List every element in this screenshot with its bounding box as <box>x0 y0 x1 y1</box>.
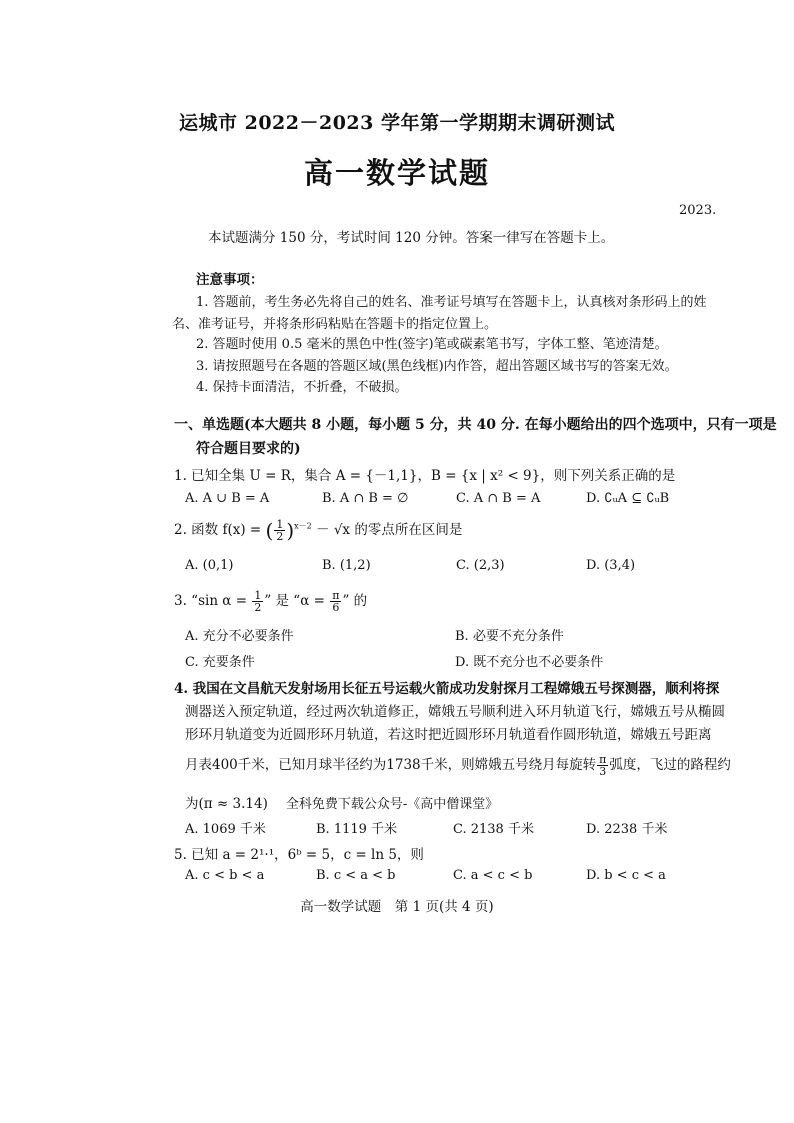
q3-option-a: A. 充分不必要条件 <box>185 629 294 644</box>
q2-suffix: － √x 的零点所在区间是 <box>311 522 463 538</box>
q3-option-d: D. 既不充分也不必要条件 <box>455 655 604 670</box>
q5-option-b: B. c < a < b <box>316 868 396 883</box>
notice-item-4: 4. 保持卡面清洁，不折叠，不破损。 <box>196 380 408 395</box>
q4-fraction <box>597 754 608 777</box>
notice-item-1-cont: 名、准考证号，并将条形码粘贴在答题卡的指定位置上。 <box>172 317 498 332</box>
question-4-line-5 <box>185 792 498 812</box>
notice-item-2: 2. 答题时使用 0.5 毫米的黑色中性(签字)笔或碳素笔书写，字体工整、笔迹清楚。 <box>196 337 668 352</box>
q4-frac-num: π <box>599 753 607 766</box>
q3-frac1-den: 2 <box>254 601 262 614</box>
q4-option-d: D. 2238 千米 <box>586 822 668 837</box>
subject-title: 高一数学试题 <box>303 156 490 190</box>
q4-option-a: A. 1069 千米 <box>185 822 266 837</box>
q4-frac-den: 3 <box>599 765 607 778</box>
question-4-line-3: 形环月轨道变为近圆形环月轨道，若这时把近圆形环月轨道看作圆形轨道，嫦娥五号距离 <box>185 727 712 743</box>
question-5-stem: 5. 已知 a = 2¹·¹，6ᵇ = 5，c = ln 5，则 <box>174 847 424 863</box>
notice-item-1: 1. 答题前，考生务必先将自己的姓名、准考证号填写在答题卡上，认真核对条形码上的姓 <box>196 295 707 310</box>
question-1-stem: 1. 已知全集 U = R，集合 A = {－1,1}，B = {x | x² < 9}，则下列关系正确的是 <box>174 468 676 484</box>
notice-item-3: 3. 请按照题号在各题的答题区域(黑色线框)内作答，超出答题区域书写的答案无效。 <box>196 359 678 374</box>
section-heading: 一、单选题(本大题共 8 小题，每小题 5 分，共 40 分. 在每小题给出的四个选项中，只有一项是 <box>174 417 777 433</box>
q5-option-a: A. c < b < a <box>185 868 265 883</box>
q4-line4b: 弧度，飞过的路程约 <box>609 757 731 773</box>
q2-option-b: B. (1,2) <box>322 558 371 573</box>
exam-title: 运城市 2022－2023 学年第一学期期末调研测试 <box>179 112 615 134</box>
q3-frac2-den: 6 <box>332 601 340 614</box>
q2-option-d: D. (3,4) <box>586 558 636 573</box>
q2-option-a: A. (0,1) <box>185 558 234 573</box>
q3-part3: ” 的 <box>342 593 368 609</box>
q2-exponent: x－2 <box>294 521 312 531</box>
q4-option-b: B. 1119 千米 <box>316 822 398 837</box>
q4-line5: 为(π ≈ 3.14) <box>185 796 268 812</box>
question-4-line-1: 4. 我国在文昌航天发射场用长征五号运载火箭成功发射探月工程嫦娥五号探测器，顺利将探 <box>174 681 720 697</box>
q3-fraction-2 <box>330 590 341 613</box>
section-heading-cont: 符合题目要求的) <box>196 441 301 457</box>
q4-line4a: 月表400千米，已知月球半径约为1738千米，则嫦娥五号绕月每旋转 <box>185 757 597 773</box>
q3-fraction-1 <box>252 590 263 613</box>
q2-prefix: 2. 函数 f(x) = <box>174 522 266 538</box>
page-footer: 高一数学试题 第 1 页(共 4 页) <box>300 899 494 915</box>
q1-option-d: D. ∁ᵤA ⊆ ∁ᵤB <box>586 491 670 506</box>
q5-option-c: C. a < c < b <box>453 868 533 883</box>
q4-option-c: C. 2138 千米 <box>453 822 534 837</box>
question-2-stem: 2. 函数 f(x) = ( $\frac{1}{2}$ )$^{x-2}$ － √x 的零点所在区间是 <box>174 518 463 543</box>
q3-frac1-num: 1 <box>254 589 262 602</box>
q3-option-c: C. 充要条件 <box>185 655 255 670</box>
exam-intro: 本试题满分 150 分，考试时间 120 分钟。答案一律写在答题卡上。 <box>208 230 615 246</box>
question-3-stem <box>174 589 367 613</box>
watermark-text: 全科免费下载公众号-《高中僧课堂》 <box>285 797 499 812</box>
q3-part2: ” 是 “α = <box>264 593 330 609</box>
q5-option-d: D. b < c < a <box>586 868 666 883</box>
exam-date: 2023. <box>679 203 717 218</box>
q3-part1: 3. “sin α = <box>174 593 252 609</box>
q1-option-c: C. A ∩ B = A <box>456 491 541 506</box>
q1-option-b: B. A ∩ B = ∅ <box>322 491 409 506</box>
notice-title: 注意事项： <box>196 272 264 288</box>
q3-frac2-num: π <box>332 589 340 602</box>
q2-base-den: 2 <box>276 530 284 543</box>
q3-option-b: B. 必要不充分条件 <box>455 629 564 644</box>
q2-base-fraction <box>274 519 285 542</box>
q1-option-a: A. A ∪ B = A <box>185 491 270 506</box>
question-4-line-4 <box>185 753 731 777</box>
q2-base-num: 1 <box>276 518 284 531</box>
q2-option-c: C. (2,3) <box>456 558 505 573</box>
question-4-line-2: 测器送入预定轨道，经过两次轨道修正，嫦娥五号顺利进入环月轨道飞行，嫦娥五号从椭圆 <box>185 704 725 720</box>
